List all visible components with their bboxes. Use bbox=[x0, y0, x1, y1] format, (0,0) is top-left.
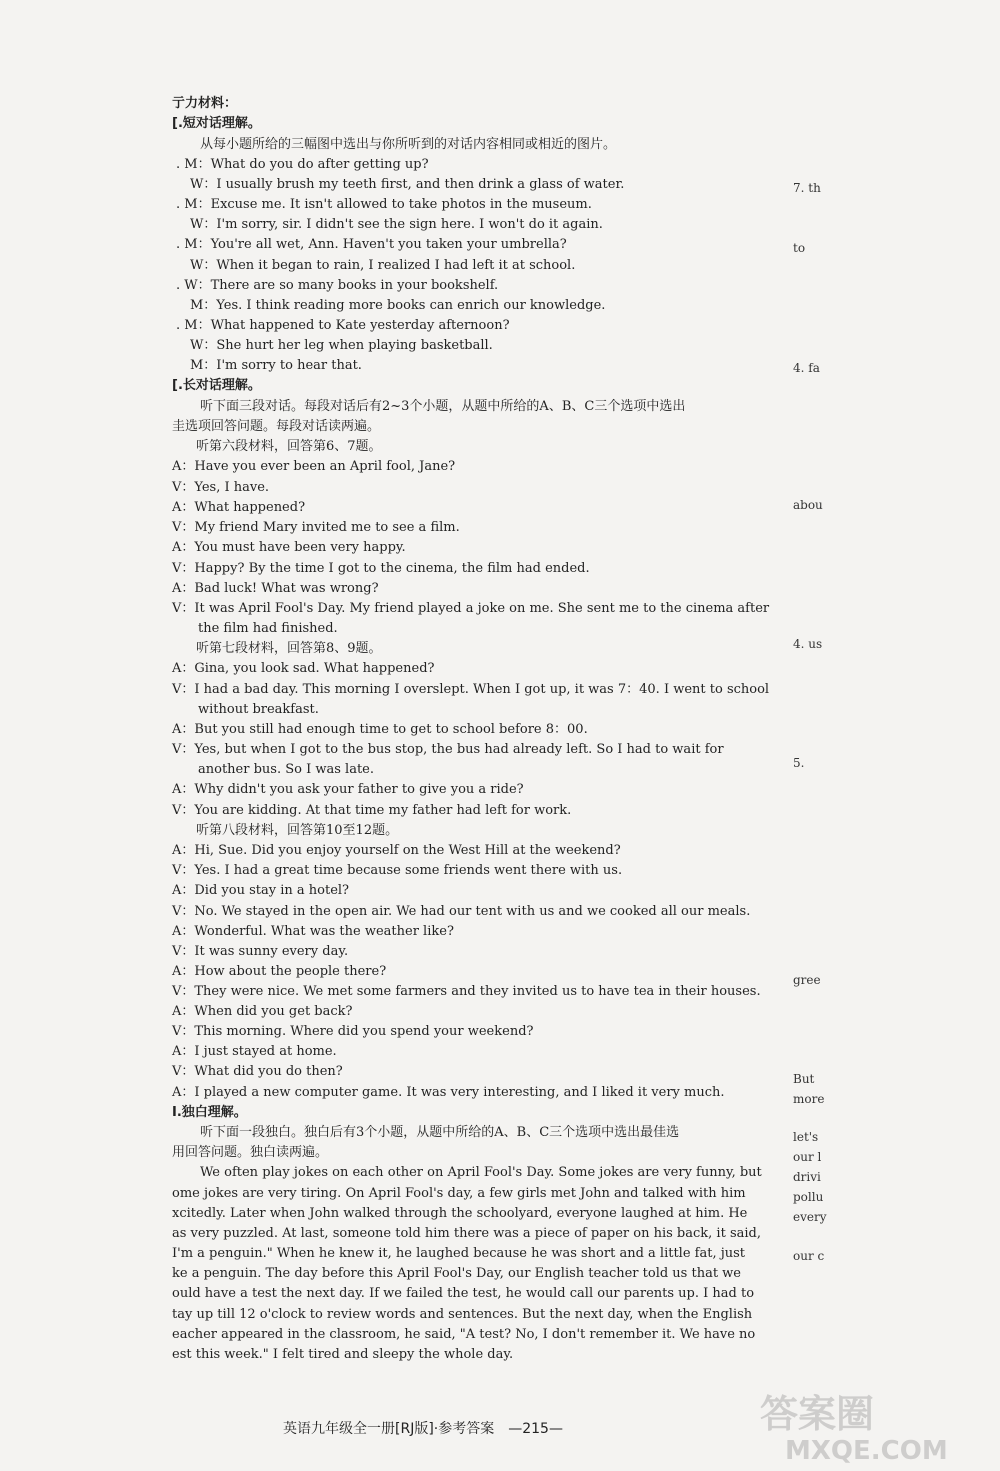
text-line: 听下面三段对话。每段对话后有2~3个小题，从题中所给的A、B、C三个选项中选出 bbox=[200, 399, 686, 414]
text-line: A：I just stayed at home. bbox=[172, 1044, 337, 1059]
text-line: V：Yes. I had a great time because some friends went there with us. bbox=[172, 863, 623, 878]
text-line: the film had finished. bbox=[198, 621, 338, 636]
side-fragment: 5. bbox=[793, 756, 805, 770]
text-line: W：I usually brush my teeth first, and then drink a glass of water. bbox=[190, 177, 625, 192]
text-line: V：They were nice. We met some farmers and they invited us to have tea in their houses. bbox=[172, 984, 761, 999]
side-fragment: gree bbox=[793, 973, 821, 987]
text-line: as very puzzled. At last, someone told him there was a piece of paper on his back, it said, bbox=[172, 1226, 761, 1241]
text-line: . W：There are so many books in your bookshelf. bbox=[176, 278, 499, 293]
text-line: A：Did you stay in a hotel? bbox=[172, 883, 350, 898]
text-line: V：Yes, but when I got to the bus stop, the bus had already left. So I had to wait for bbox=[172, 742, 724, 757]
watermark-bottom-text: MXQE.COM bbox=[785, 1436, 948, 1465]
text-line: V：Yes, I have. bbox=[172, 480, 270, 495]
text-line: . M：What happened to Kate yesterday afternoon? bbox=[176, 318, 510, 333]
text-line: eacher appeared in the classroom, he said, "A test? No, I don't remember it. We have no bbox=[172, 1327, 756, 1342]
text-line: ould have a test the next day. If we failed the test, he would call our parents up. I had to bbox=[172, 1286, 755, 1301]
side-fragment: every bbox=[793, 1210, 827, 1224]
text-line: V：What did you do then? bbox=[172, 1064, 343, 1079]
text-line: ome jokes are very tiring. On April Fool's day, a few girls met John and talked with him bbox=[172, 1186, 746, 1201]
text-line: A：Gina, you look sad. What happened? bbox=[172, 661, 435, 676]
text-line: A：Why didn't you ask your father to give you a ride? bbox=[172, 782, 524, 797]
text-line: ke a penguin. The day before this April Fool's Day, our English teacher told us that we bbox=[172, 1266, 742, 1281]
text-line: V：It was sunny every day. bbox=[172, 944, 349, 959]
text-line: A：What happened? bbox=[172, 500, 306, 515]
text-line: A：When did you get back? bbox=[172, 1004, 353, 1019]
side-fragment: 7. th bbox=[793, 181, 821, 195]
text-line: V：My friend Mary invited me to see a film. bbox=[172, 520, 460, 535]
text-line: est this week." I felt tired and sleepy the whole day. bbox=[172, 1347, 514, 1362]
text-line: A：I played a new computer game. It was very interesting, and I liked it very much. bbox=[172, 1085, 725, 1100]
text-line: 亍力材料： bbox=[172, 96, 238, 111]
text-line: A：Hi, Sue. Did you enjoy yourself on the West Hill at the weekend? bbox=[172, 843, 621, 858]
text-line: tay up till 12 o'clock to review words and sentences. But the next day, when the English bbox=[172, 1307, 753, 1322]
text-line: V：I had a bad day. This morning I overslept. When I got up, it was 7：40. I went to school bbox=[172, 682, 770, 697]
side-fragment: 4. fa bbox=[793, 361, 820, 375]
text-line: 听第八段材料，回答第10至12题。 bbox=[196, 823, 399, 838]
text-line: 从每小题所给的三幅图中选出与你所听到的对话内容相同或相近的图片。 bbox=[200, 137, 617, 152]
text-line: [.长对话理解。 bbox=[172, 378, 261, 393]
text-line: V：No. We stayed in the open air. We had our tent with us and we cooked all our meals. bbox=[172, 904, 751, 919]
side-fragment: let's bbox=[793, 1130, 819, 1144]
text-line: W：She hurt her leg when playing basketball. bbox=[190, 338, 493, 353]
text-line: 听下面一段独白。独白后有3个小题，从题中所给的A、B、C三个选项中选出最佳选 bbox=[200, 1125, 680, 1140]
side-fragment: more bbox=[793, 1092, 825, 1106]
side-fragment: pollu bbox=[793, 1190, 824, 1204]
text-line: . M：Excuse me. It isn't allowed to take photos in the museum. bbox=[176, 197, 592, 212]
text-line: I.独白理解。 bbox=[172, 1105, 247, 1120]
text-line: V：Happy? By the time I got to the cinema, the film had ended. bbox=[172, 561, 590, 576]
text-line: 用回答问题。独白读两遍。 bbox=[172, 1145, 329, 1160]
side-fragment: 4. us bbox=[793, 637, 823, 651]
text-line: V：You are kidding. At that time my father had left for work. bbox=[172, 803, 572, 818]
text-line: xcitedly. Later when John walked through the schoolyard, everyone laughed at him. He bbox=[172, 1206, 748, 1221]
text-line: A：But you still had enough time to get to school before 8：00. bbox=[172, 722, 588, 737]
page-footer: 英语九年级全一册[RJ版]·参考答案 —215— bbox=[283, 1421, 563, 1437]
text-line: M：I'm sorry to hear that. bbox=[190, 358, 362, 373]
side-fragment: abou bbox=[793, 498, 823, 512]
text-line: 听第六段材料，回答第6、7题。 bbox=[196, 439, 382, 454]
text-line: . M：What do you do after getting up? bbox=[176, 157, 429, 172]
text-line: I'm a penguin." When he knew it, he laughed because he was short and a little fat, just bbox=[172, 1246, 746, 1261]
text-line: A：You must have been very happy. bbox=[172, 540, 406, 555]
text-line: without breakfast. bbox=[198, 702, 319, 717]
text-line: We often play jokes on each other on April Fool's Day. Some jokes are very funny, but bbox=[200, 1165, 762, 1180]
side-fragment: our l bbox=[793, 1150, 822, 1164]
watermark-logo bbox=[740, 1385, 995, 1465]
text-line: W：When it began to rain, I realized I had left it at school. bbox=[190, 258, 576, 273]
side-fragment: drivi bbox=[793, 1170, 821, 1184]
side-fragment: But bbox=[793, 1072, 815, 1086]
text-line: A：How about the people there? bbox=[172, 964, 387, 979]
text-line: A：Wonderful. What was the weather like? bbox=[172, 924, 454, 939]
text-line: 圭选项回答问题。每段对话读两遍。 bbox=[172, 419, 381, 434]
text-line: V：It was April Fool's Day. My friend played a joke on me. She sent me to the cinema after bbox=[172, 601, 770, 616]
text-line: A：Bad luck! What was wrong? bbox=[172, 581, 379, 596]
text-line: another bus. So I was late. bbox=[198, 762, 374, 777]
text-line: [.短对话理解。 bbox=[172, 116, 261, 131]
side-fragment: our c bbox=[793, 1249, 825, 1263]
watermark-top-text: 答案圈 bbox=[760, 1392, 875, 1436]
text-line: . M：You're all wet, Ann. Haven't you taken your umbrella? bbox=[176, 237, 567, 252]
text-line: A：Have you ever been an April fool, Jane? bbox=[172, 459, 456, 474]
side-fragment: to bbox=[793, 241, 806, 255]
text-line: 听第七段材料，回答第8、9题。 bbox=[196, 641, 382, 656]
text-line: M：Yes. I think reading more books can enrich our knowledge. bbox=[190, 298, 606, 313]
text-line: W：I'm sorry, sir. I didn't see the sign here. I won't do it again. bbox=[190, 217, 603, 232]
text-line: V：This morning. Where did you spend your weekend? bbox=[172, 1024, 534, 1039]
